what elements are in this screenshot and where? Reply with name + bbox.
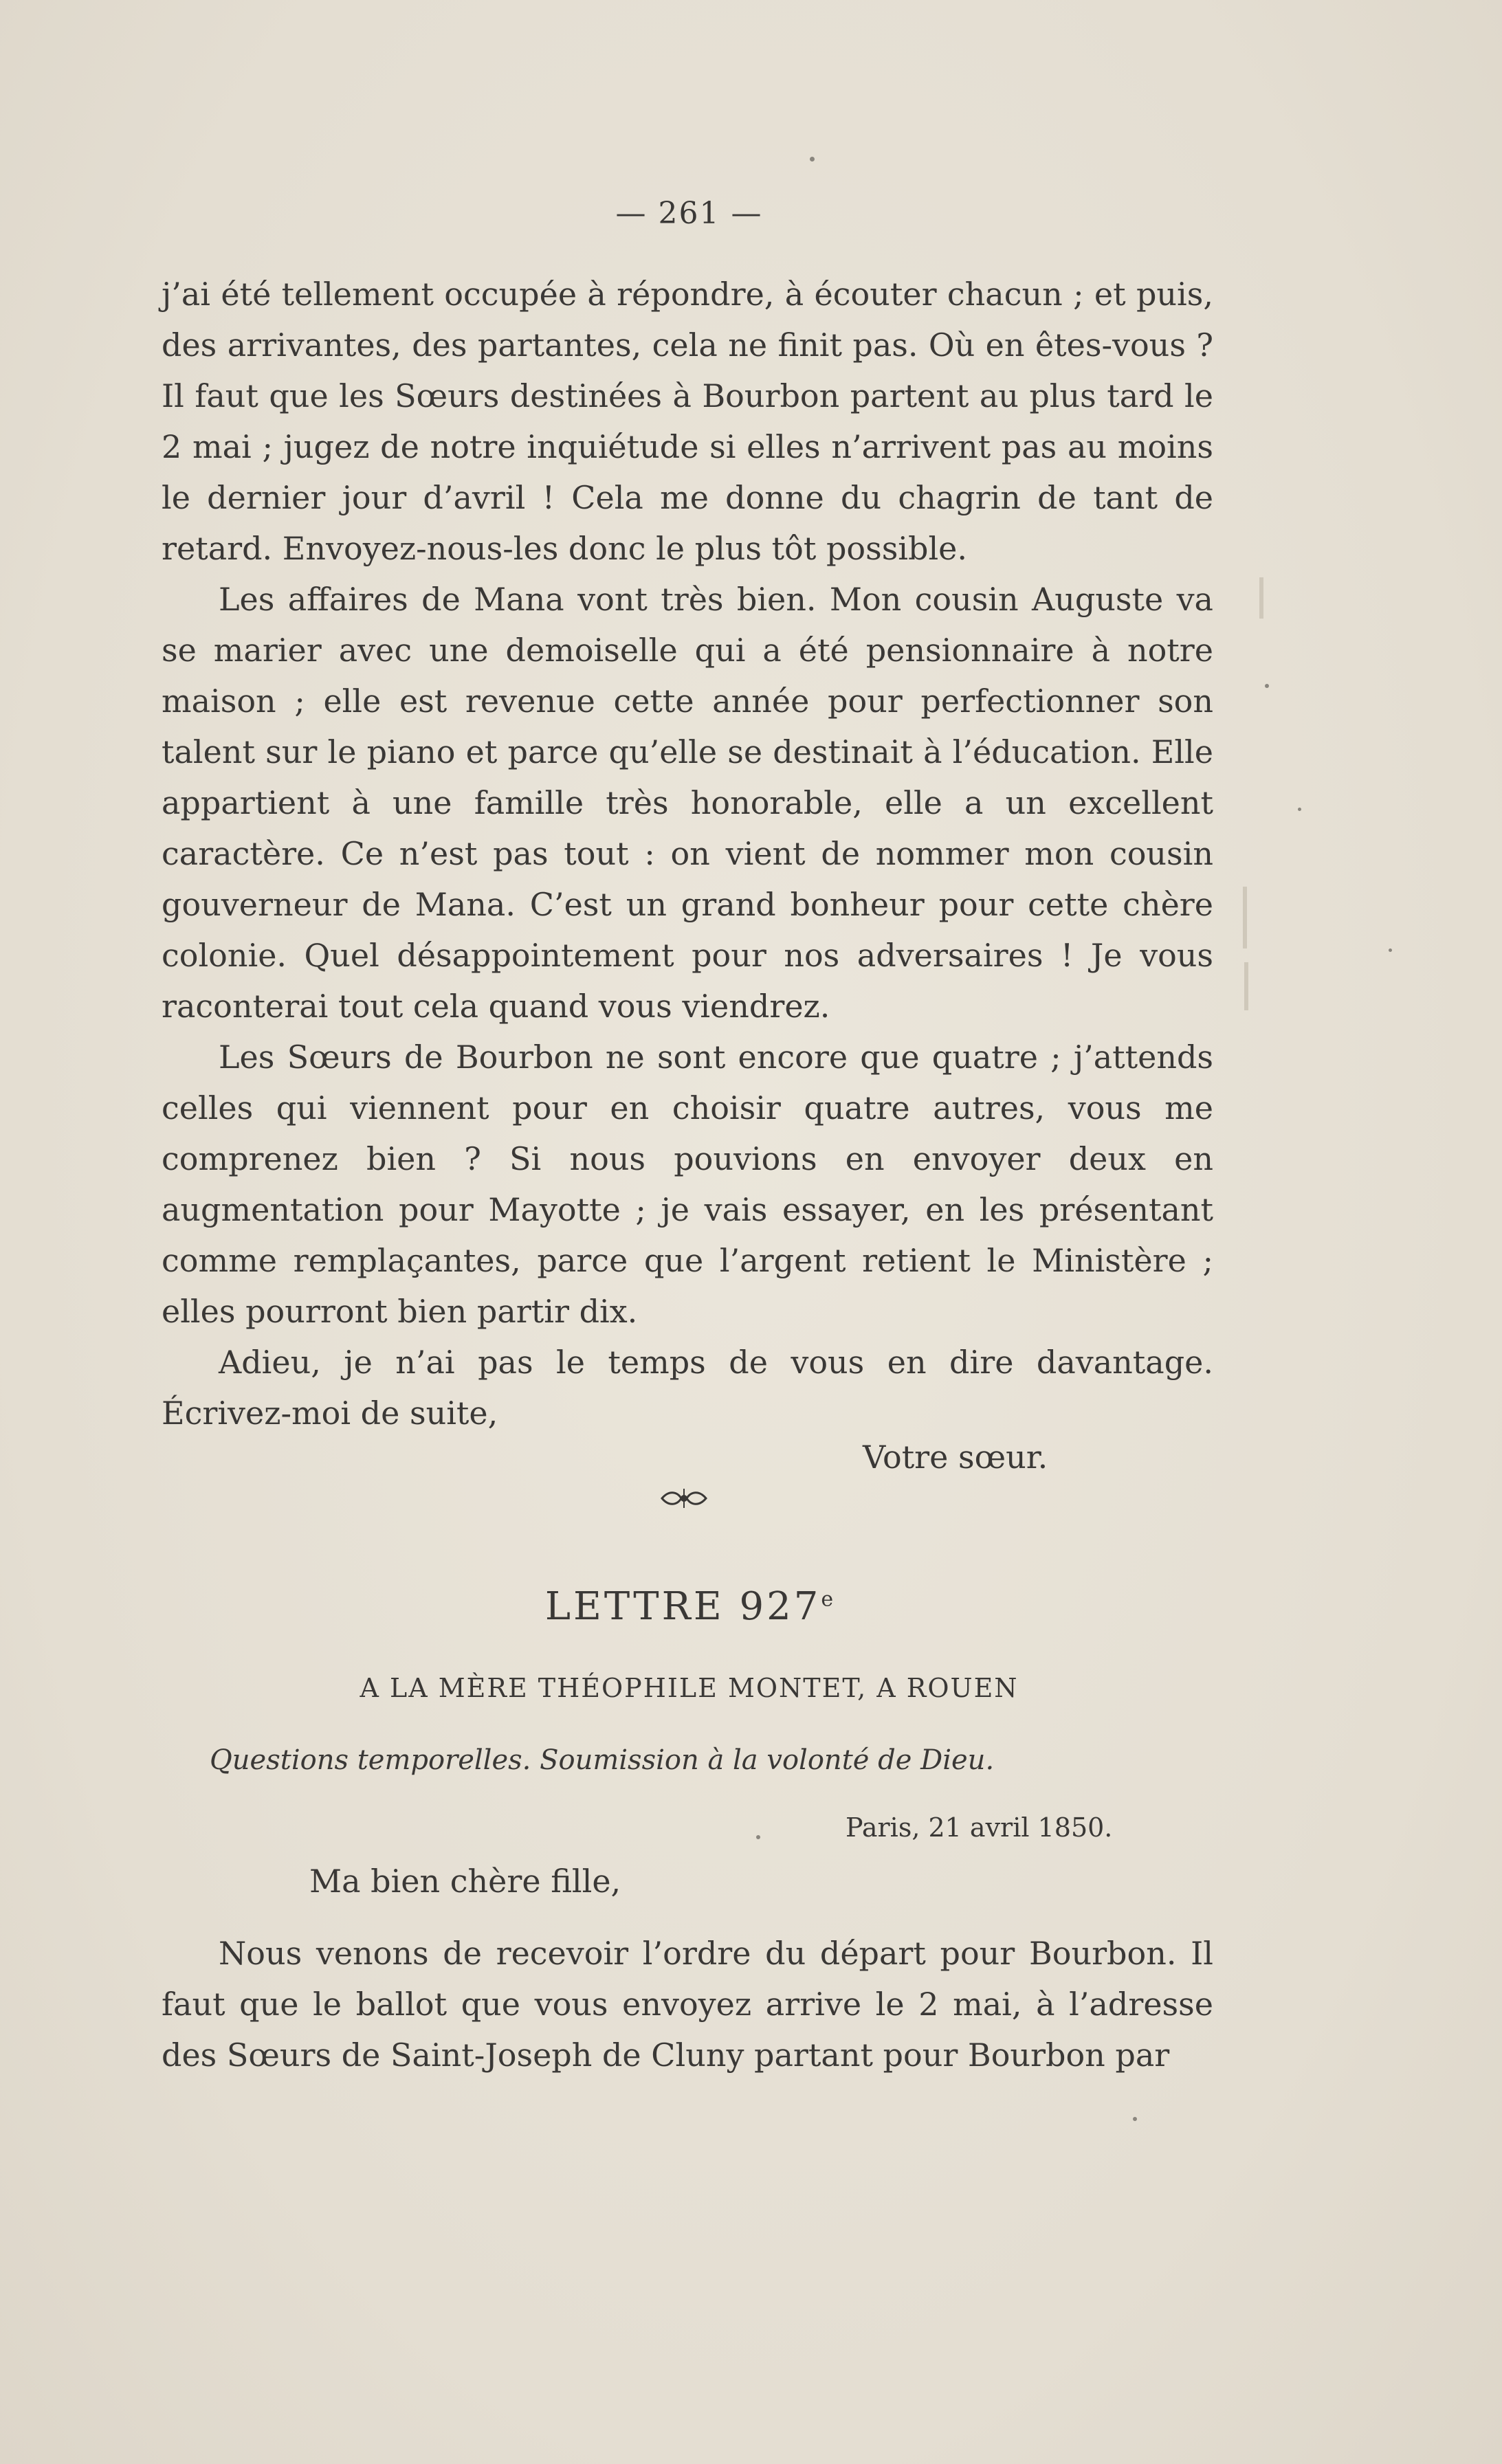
paper-speck bbox=[1265, 684, 1269, 688]
page-number: — 261 — bbox=[615, 196, 763, 231]
paragraph: Les Sœurs de Bourbon ne sont encore que quatre ; j’attends celles qui viennent pour en choisir quatre autres, vous me comprenez bien ? Si nous pouvions en envoyer deux en augmentation pour Mayotte ; je vais essayer, en les présentant comme remplaçantes, parce que l’argent retient le Ministère ; elles pourront bien partir dix. bbox=[162, 1039, 1213, 1330]
paper-speck bbox=[1389, 948, 1392, 952]
paper-speck bbox=[810, 157, 815, 162]
paragraph: Les affaires de Mana vont très bien. Mon cousin Auguste va se marier avec une demoiselle qui a été pensionnaire à notre maison ; elle est revenue cette année pour perfectionner son talent sur le piano et parce qu’elle se destinait à l’éducation. Elle appartient à une famille très honorable, elle a un excellent caractère. Ce n’est pas tout : on vient de nommer mon cousin gouverneur de Mana. C’est un grand bonheur pour cette chère colonie. Quel désappointement pour nos adversaires ! Je vous raconterai tout cela quand vous viendrez. bbox=[162, 581, 1213, 1025]
letter-salutation: Ma bien chère fille, bbox=[309, 1863, 621, 1900]
letter-end-text bbox=[162, 269, 1213, 1439]
letter-heading bbox=[0, 1584, 1378, 1629]
margin-mark bbox=[1259, 577, 1263, 619]
paragraph: Adieu, je n’ai pas le temps de vous en dire davantage. Écrivez-moi de suite, bbox=[162, 1344, 1213, 1432]
letter-date: Paris, 21 avril 1850. bbox=[846, 1812, 1113, 1843]
paragraph: j’ai été tellement occupée à répondre, à écouter chacun ; et puis, des arrivantes, des partantes, cela ne finit pas. Où en êtes-vous ? Il faut que les Sœurs destinées à Bourbon partent au plus tard le 2 mai ; jugez de notre inquiétude si elles n’arrivent pas au moins le dernier jour d’avril ! Cela me donne du chagrin de tant de retard. Envoyez-nous-les donc le plus tôt possible. bbox=[162, 276, 1213, 567]
fleuron-ornament-icon bbox=[656, 1485, 711, 1512]
paragraph: Nous venons de recevoir l’ordre du départ pour Bourbon. Il faut que le ballot que vous envoyez arrive le 2 mai, à l’adresse des Sœurs de Saint-Joseph de Cluny partant pour Bourbon par bbox=[162, 1935, 1213, 2074]
paper-speck bbox=[756, 1835, 760, 1839]
margin-mark bbox=[1244, 962, 1248, 1010]
letter-heading-text: LETTRE 927 bbox=[544, 1584, 821, 1629]
paper-speck bbox=[1133, 2117, 1137, 2121]
letter-heading-suffix: e bbox=[821, 1587, 834, 1612]
letter-summary: Questions temporelles. Soumission à la volonté de Dieu. bbox=[210, 1744, 995, 1776]
signature: Votre sœur. bbox=[863, 1439, 1048, 1476]
margin-mark bbox=[1243, 887, 1247, 948]
new-letter-text bbox=[162, 1928, 1213, 2080]
letter-recipient: A LA MÈRE THÉOPHILE MONTET, A ROUEN bbox=[360, 1673, 1019, 1703]
paper-speck bbox=[1298, 808, 1301, 811]
